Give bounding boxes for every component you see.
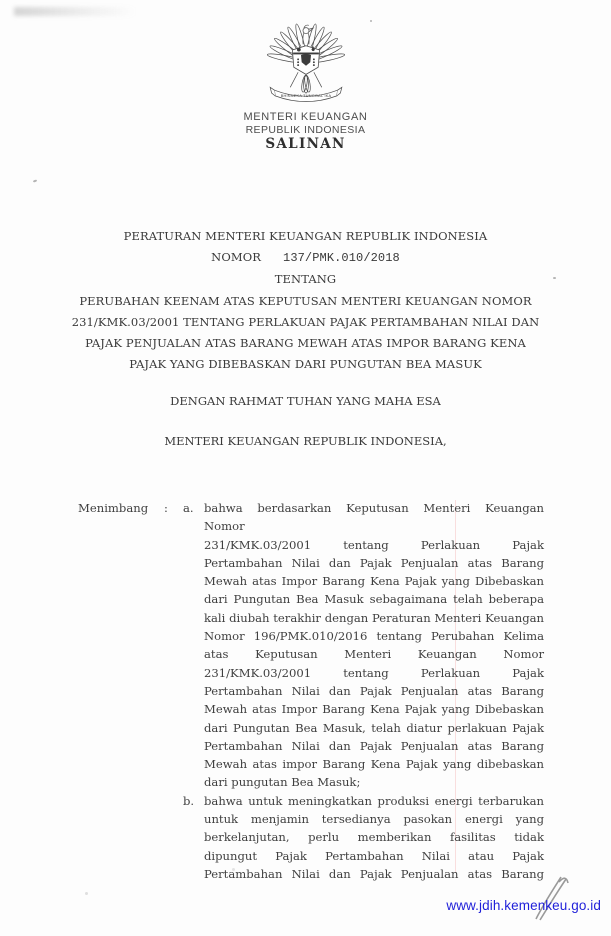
regulation-heading: PERATURAN MENTERI KEUANGAN REPUBLIK INDONESIA <box>123 229 488 243</box>
emblem-motto: BHINNEKA TUNGGAL IKA <box>280 92 331 98</box>
text-line: Pertambahan Nilai dan Pajak Penjualan atas Barang <box>204 866 544 881</box>
text-line: dipungut Pajak Pertambahan Nilai atau Pajak <box>204 848 544 863</box>
text-line: Mewah atas impor Barang Kena Pajak yang dibebaskan <box>204 757 544 772</box>
text-line: bahwa berdasarkan Keputusan Menteri Keuangan Nomor <box>204 501 544 534</box>
regulation-title-block <box>0 226 611 375</box>
text-line: atas Keputusan Menteri Keuangan Nomor <box>204 647 544 662</box>
consideration-item-a <box>78 499 544 792</box>
pancasila-shield <box>292 46 319 75</box>
regulation-number-line <box>0 247 611 269</box>
scan-streak <box>14 7 136 16</box>
text-line: dari Pungutan Bea Masuk sebagaimana telah beberapa <box>204 592 544 607</box>
text-line: kali diubah terakhir dengan Peraturan Menteri Keuangan <box>204 610 544 625</box>
text-line: untuk menjamin tersedianya pasokan energi yang <box>204 812 544 827</box>
considerations-section <box>78 499 544 883</box>
tentang-label: TENTANG <box>274 272 337 287</box>
text-line: Mewah atas Impor Barang Kena Pajak yang Dibebaskan <box>204 574 544 589</box>
authority-line: MENTERI KEUANGAN REPUBLIK INDONESIA, <box>164 434 447 448</box>
menimbang-label: Menimbang <box>78 501 149 515</box>
invocation-line: DENGAN RAHMAT TUHAN YANG MAHA ESA <box>170 394 441 408</box>
subject-line: PERUBAHAN KEENAM ATAS KEPUTUSAN MENTERI KEUANGAN NOMOR <box>79 293 532 308</box>
text-line: Pertambahan Nilai dan Pajak Penjualan atas Barang <box>204 555 544 570</box>
republic-name: REPUBLIK INDONESIA <box>245 124 366 136</box>
text-line: dari pungutan Bea Masuk; <box>204 775 361 790</box>
subject-line: PAJAK PENJUALAN ATAS BARANG MEWAH ATAS IMPOR BARANG KENA <box>85 336 526 351</box>
garuda-pancasila-emblem <box>263 22 349 111</box>
item-text <box>204 499 544 792</box>
copy-stamp: SALINAN <box>265 136 346 152</box>
subject-line: 231/KMK.03/2001 TENTANG PERLAKUAN PAJAK PERTAMBAHAN NILAI DAN <box>71 314 540 329</box>
nomor-label: NOMOR <box>211 250 262 265</box>
consideration-item-b <box>78 792 544 883</box>
text-line: 231/KMK.03/2001 tentang Perlakuan Pajak <box>204 537 544 552</box>
item-letter: a. <box>183 501 194 515</box>
scan-speck <box>85 892 88 895</box>
text-line: 231/KMK.03/2001 tentang Perlakuan Pajak <box>204 665 544 680</box>
text-line: Mewah atas Impor Barang Kena Pajak yang Dibebaskan <box>204 702 544 717</box>
text-line: berkelanjutan, perlu memberikan fasilitas tidak <box>204 830 544 845</box>
text-line: bahwa untuk meningkatkan produksi energi terbarukan <box>204 793 544 808</box>
subject-line: PAJAK YANG DIBEBASKAN DARI PUNGUTAN BEA MASUK <box>129 357 482 372</box>
text-line: Nomor 196/PMK.010/2016 tentang Perubahan Kelima <box>204 629 544 644</box>
ministry-name: MENTERI KEUANGAN <box>243 111 368 123</box>
item-letter: b. <box>183 793 195 808</box>
scan-speck <box>33 179 37 182</box>
letterhead <box>0 22 611 152</box>
text-line: dari Pungutan Bea Masuk, telah diatur perlakuan Pajak <box>204 720 544 735</box>
motto-banner <box>270 87 342 101</box>
menimbang-colon: : <box>164 501 168 515</box>
nomor-value: 137/PMK.010/2018 <box>283 251 400 266</box>
text-line: Pertambahan Nilai dan Pajak Penjualan atas Barang <box>204 738 544 753</box>
jdih-watermark-url: www.jdih.kemenkeu.go.id <box>446 898 601 913</box>
text-line: Pertambahan Nilai dan Pajak Penjualan atas Barang <box>204 683 544 698</box>
item-text <box>204 792 544 883</box>
